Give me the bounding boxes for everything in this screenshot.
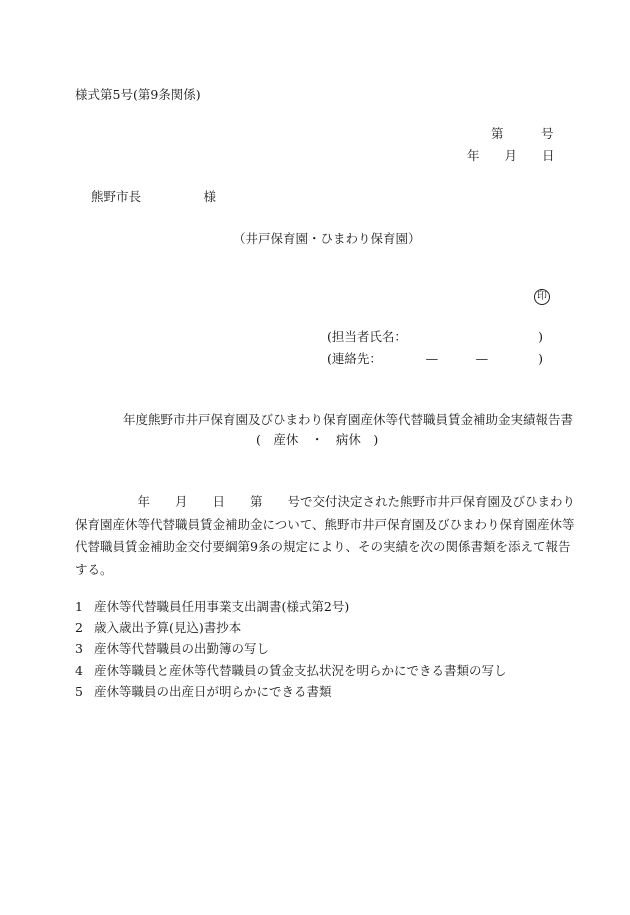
report-title: 年度熊野市井戸保育園及びひまわり保育園産休等代替職員賃金補助金実績報告書 (123, 412, 574, 427)
attachment-list (75, 596, 507, 702)
applicant-organization: （井戸保育園・ひまわり保育園） (233, 231, 421, 246)
body-paragraph (75, 491, 576, 581)
list-item-text: 歳入歳出予算(見込)書抄本 (94, 620, 242, 636)
form-label: 様式第5号(第9条関係) (75, 87, 201, 102)
list-item (75, 617, 507, 638)
list-item-number: 5 (75, 683, 83, 699)
addressee: 熊野市長 様 (91, 189, 217, 204)
list-item (75, 638, 507, 659)
list-item (75, 660, 507, 681)
document-date: 年 月 日 (467, 148, 555, 163)
list-item-number: 2 (75, 620, 83, 636)
list-item-text: 産休等代替職員任用事業支出調書(様式第2号) (94, 599, 350, 614)
body-line: する。 (75, 561, 113, 577)
list-item-text: 産休等職員と産休等代替職員の賃金支払状況を明らかにできる書類の写し (94, 662, 507, 678)
list-item-number: 1 (75, 599, 83, 614)
list-item-number: 3 (75, 641, 83, 657)
body-line: 保育園産休等代替職員賃金補助金について、熊野市井戸保育園及びひまわり保育園産休等 (75, 516, 575, 532)
list-item-text: 産休等代替職員の出勤簿の写し (94, 641, 270, 657)
list-item-number: 4 (75, 662, 83, 678)
document-number: 第 号 (491, 126, 554, 141)
list-item (75, 681, 507, 702)
contact-phone: (連絡先： — — ) (327, 351, 544, 366)
list-item-text: 産休等職員の出産日が明らかにできる書類 (94, 683, 332, 699)
contact-person: (担当者氏名： ) (327, 329, 544, 344)
list-item (75, 596, 507, 617)
body-line: 年 月 日 第 号で交付決定された熊野市井戸保育園及びひまわり (75, 494, 576, 509)
leave-type-options: ( 産休 ・ 病休 ) (256, 432, 379, 447)
body-line: 代替職員賃金補助金交付要綱第9条の規定により、その実績を次の関係書類を添えて報告 (75, 539, 571, 554)
seal-mark: 印 (534, 289, 550, 305)
